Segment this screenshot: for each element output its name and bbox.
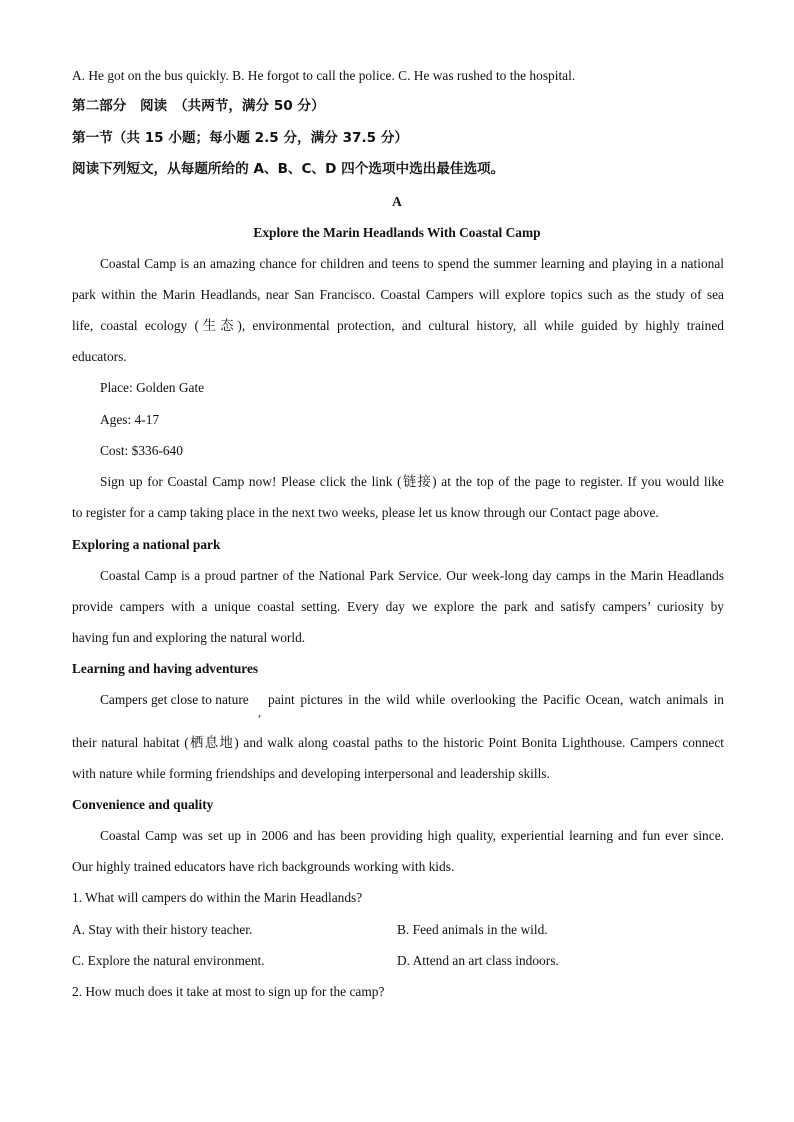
question-1-option-a: A. Stay with their history teacher.: [72, 922, 253, 937]
exploring-line-2: provide campers with a unique coastal setting. Every day we explore the park and satisfy campers’ curiosity by: [72, 599, 724, 614]
stray-comma: ,: [258, 705, 261, 719]
section-heading-convenience: Convenience and quality: [72, 797, 214, 812]
camp-place: Place: Golden Gate: [100, 380, 205, 395]
question-1-option-d: D. Attend an art class indoors.: [397, 953, 559, 968]
passage-letter: A: [392, 194, 402, 209]
question-1-option-c: C. Explore the natural environment.: [72, 953, 265, 968]
exploring-line-3: having fun and exploring the natural world.: [72, 630, 306, 645]
signup-line-2: to register for a camp taking place in the next two weeks, please let us know through our Contact page above.: [72, 505, 659, 520]
learning-line-1-end: paint pictures in the wild while overlooking the Pacific Ocean, watch animals in: [268, 692, 724, 707]
intro-line-4: educators.: [72, 349, 127, 364]
intro-line-1: Coastal Camp is an amazing chance for children and teens to spend the summer learning and playing in a national: [100, 256, 724, 271]
intro-line-2: park within the Marin Headlands, near San Francisco. Coastal Campers will explore topics such as the study of sea: [72, 287, 724, 302]
camp-cost: Cost: $336-640: [100, 443, 183, 458]
camp-ages: Ages: 4-17: [100, 412, 160, 427]
question-1-option-b: B. Feed animals in the wild.: [397, 922, 548, 937]
section-heading: 第二部分 阅读 （共两节，满分 50 分）: [72, 98, 325, 114]
reading-instruction: 阅读下列短文，从每题所给的 A、B、C、D 四个选项中选出最佳选项。: [72, 161, 505, 177]
convenience-line-1: Coastal Camp was set up in 2006 and has been providing high quality, experiential learning and fun ever since.: [100, 828, 724, 843]
subsection-heading: 第一节（共 15 小题；每小题 2.5 分，满分 37.5 分）: [72, 130, 409, 146]
convenience-line-2: Our highly trained educators have rich backgrounds working with kids.: [72, 859, 455, 874]
learning-line-3: with nature while forming friendships and developing interpersonal and leadership skills.: [72, 766, 550, 781]
exploring-line-1: Coastal Camp is a proud partner of the National Park Service. Our week-long day camps in the Marin Headlands: [100, 568, 724, 583]
signup-line-1: Sign up for Coastal Camp now! Please click the link (链接) at the top of the page to register. If you would like: [100, 474, 724, 489]
previous-question-options: A. He got on the bus quickly. B. He forgot to call the police. C. He was rushed to the hospital.: [72, 68, 576, 83]
learning-line-1-start: Campers get close to nature: [100, 692, 249, 707]
section-heading-exploring: Exploring a national park: [72, 537, 221, 552]
question-1-stem: 1. What will campers do within the Marin Headlands?: [72, 890, 363, 905]
question-2-stem: 2. How much does it take at most to sign up for the camp?: [72, 984, 385, 999]
passage-title: Explore the Marin Headlands With Coastal Camp: [253, 225, 541, 240]
section-heading-learning: Learning and having adventures: [72, 661, 259, 676]
intro-line-3: life, coastal ecology (生态), environmental protection, and cultural history, all while guided by highly trained: [72, 318, 724, 333]
learning-line-2: their natural habitat (栖息地) and walk along coastal paths to the historic Point Bonita Lighthouse. Campers connect: [72, 735, 724, 750]
